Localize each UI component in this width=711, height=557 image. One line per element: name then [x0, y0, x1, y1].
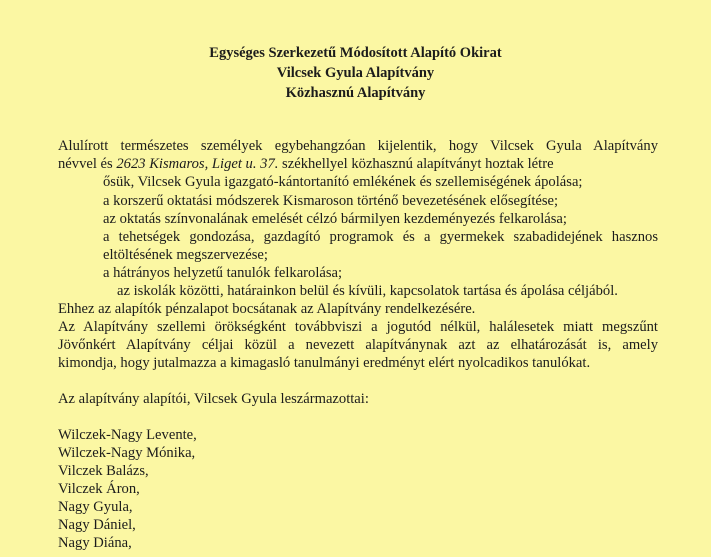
- intro-line2: [58, 155, 554, 173]
- founder-name: Vilczek Balázs,: [58, 463, 149, 479]
- purpose-5: a hátrányos helyzetű tanulók felkarolása;: [103, 265, 343, 281]
- body-line3: kimondja, hogy jutalmazza a kimagasló tanulmányi eredményt elért nyolcadikos tanulókat.: [58, 355, 591, 371]
- purpose-1: ősük, Vilcsek Gyula igazgató-kántortanító emlékének és szellemiségének ápolása;: [103, 174, 583, 190]
- founder-name: Nagy Diána,: [58, 535, 132, 551]
- founder-name: Nagy Dániel,: [58, 517, 136, 533]
- intro-line1: Alulírott természetes személyek egybehangzóan kijelentik, hogy Vilcsek Gyula Alapítvány: [58, 138, 658, 154]
- founder-name: Wilczek-Nagy Levente,: [58, 427, 197, 443]
- founder-name: Nagy Gyula,: [58, 499, 133, 515]
- doc-title-line1: Egységes Szerkezetű Módosított Alapító Okirat: [209, 45, 502, 61]
- purpose-2: a korszerű oktatási módszerek Kismaroson történő bevezetésének elősegítése;: [103, 193, 559, 209]
- fund-sentence: Ehhez az alapítók pénzalapot bocsátanak az Alapítvány rendelkezésére.: [58, 301, 476, 317]
- doc-title-line3: Közhasznú Alapítvány: [285, 85, 426, 101]
- purpose-4b: eltöltésének megszervezése;: [103, 247, 268, 263]
- body-line1: Az Alapítvány szellemi örökségként továbbviszi a jogutód nélkül, halálesetek miatt megszűnt: [58, 319, 658, 335]
- purpose-4a: a tehetségek gondozása, gazdagító programok és a gyermekek szabadidejének hasznos: [103, 229, 658, 245]
- intro-line2-end: székhellyel közhasznú alapítványt hoztak létre: [278, 156, 554, 172]
- doc-title-line2: Vilcsek Gyula Alapítvány: [276, 65, 435, 81]
- purpose-3: az oktatás színvonalának emelését célzó bármilyen kezdeményezés felkarolása;: [103, 211, 567, 227]
- founder-name: Vilczek Áron,: [58, 481, 140, 497]
- intro-address: 2623 Kismaros, Liget u. 37.: [116, 156, 279, 172]
- body-line2: Jövőnkért Alapítvány céljai közül a nevezett alapítványnak azt az elhatározását is, amely: [58, 337, 658, 353]
- intro-line2-start: névvel és: [58, 156, 117, 172]
- founder-name: Wilczek-Nagy Mónika,: [58, 445, 196, 461]
- founders-intro: Az alapítvány alapítói, Vilcsek Gyula leszármazottai:: [58, 391, 369, 407]
- purpose-6: az iskolák közötti, határainkon belül és kívüli, kapcsolatok tartása és ápolása céljából.: [117, 283, 618, 299]
